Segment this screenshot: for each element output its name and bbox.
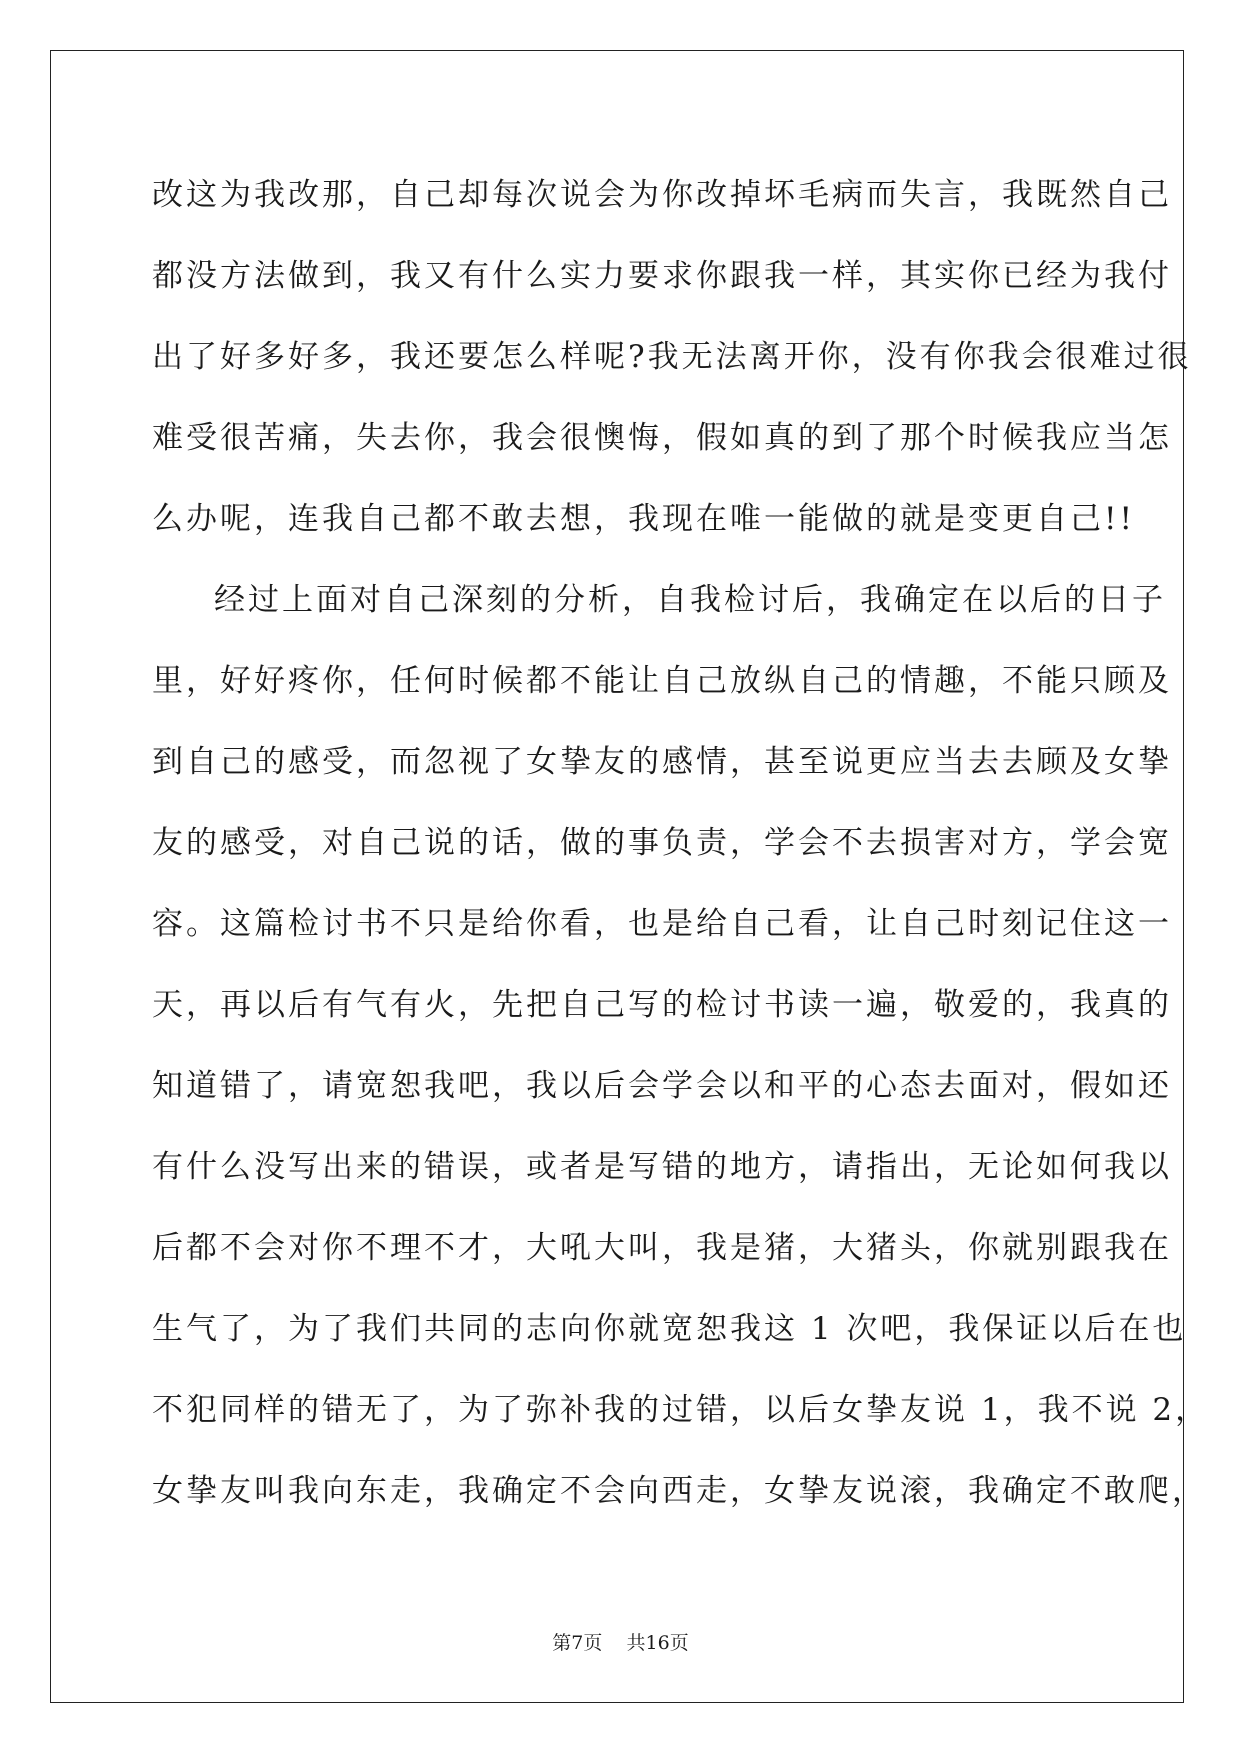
text-line: 有什么没写出来的错误，或者是写错的地方，请指出，无论如何我以 (152, 1149, 1172, 1185)
text-line: 都没方法做到，我又有什么实力要求你跟我一样，其实你已经为我付 (152, 258, 1172, 294)
text-line: 知道错了，请宽恕我吧，我以后会学会以和平的心态去面对，假如还 (152, 1068, 1172, 1104)
text-line: 么办呢，连我自己都不敢去想，我现在唯一能做的就是变更自己!! (152, 501, 1135, 537)
text-line: 改这为我改那，自己却每次说会为你改掉坏毛病而失言，我既然自己 (152, 177, 1172, 213)
text-line: 后都不会对你不理不才，大吼大叫，我是猪，大猪头，你就别跟我在 (152, 1230, 1172, 1266)
text-line: 天，再以后有气有火，先把自己写的检讨书读一遍，敬爱的，我真的 (152, 987, 1172, 1023)
paragraph-first-line: 经过上面对自己深刻的分析，自我检讨后，我确定在以后的日子 (214, 582, 1166, 618)
text-line: 不犯同样的错无了，为了弥补我的过错，以后女挚友说 1，我不说 2， (152, 1392, 1210, 1428)
text-line: 出了好多好多，我还要怎么样呢?我无法离开你，没有你我会很难过很 (152, 339, 1192, 375)
text-line: 女挚友叫我向东走，我确定不会向西走，女挚友说滚，我确定不敢爬， (152, 1473, 1206, 1509)
document-body (152, 155, 1210, 1532)
text-line: 容。这篇检讨书不只是给你看，也是给自己看，让自己时刻记住这一 (152, 906, 1172, 942)
text-line: 到自己的感受，而忽视了女挚友的感情，甚至说更应当去去顾及女挚 (152, 744, 1172, 780)
text-line: 生气了，为了我们共同的志向你就宽恕我这 1 次吧，我保证以后在也 (152, 1311, 1187, 1347)
text-line: 友的感受，对自己说的话，做的事负责，学会不去损害对方，学会宽 (152, 825, 1172, 861)
text-line: 难受很苦痛，失去你，我会很懊悔，假如真的到了那个时候我应当怎 (152, 420, 1172, 456)
page-number-footer: 第7页 共16页 (552, 1632, 689, 1654)
text-line: 里，好好疼你，任何时候都不能让自己放纵自己的情趣，不能只顾及 (152, 663, 1172, 699)
